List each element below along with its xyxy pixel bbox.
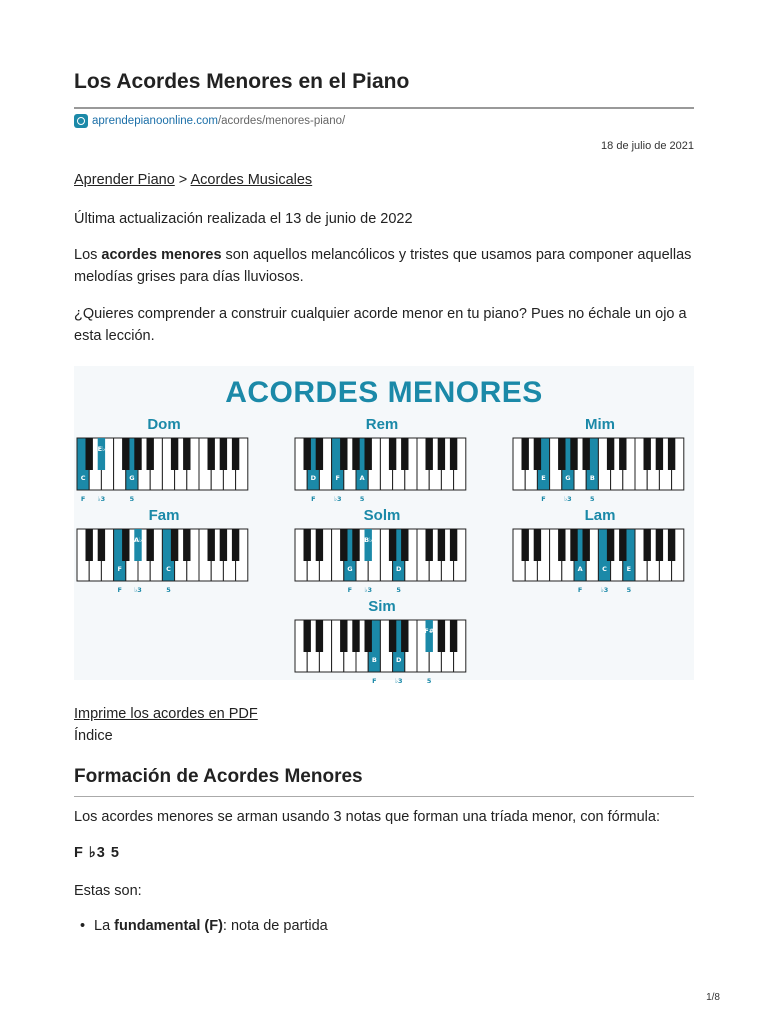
black-key xyxy=(438,620,445,652)
index-label[interactable]: Índice xyxy=(74,728,113,744)
black-key xyxy=(438,529,445,561)
black-key xyxy=(183,438,190,470)
key-note-label: A♭ xyxy=(133,536,143,544)
black-key xyxy=(98,529,105,561)
black-key xyxy=(522,529,529,561)
degree-label: ♭3 xyxy=(364,586,372,594)
degree-label: F xyxy=(347,586,353,594)
black-key xyxy=(171,438,178,470)
black-key xyxy=(147,438,154,470)
black-key xyxy=(619,438,626,470)
key-note-label: C xyxy=(602,565,607,573)
black-key xyxy=(340,438,347,470)
piano-keyboard xyxy=(510,527,690,602)
key-note-label: A xyxy=(577,565,583,573)
black-key xyxy=(352,438,359,470)
black-key xyxy=(232,529,239,561)
key-note-label: F xyxy=(335,474,340,482)
black-key xyxy=(522,438,529,470)
degree-label: 5 xyxy=(166,586,171,594)
piano-keyboard xyxy=(292,527,472,602)
key-note-label: D xyxy=(395,656,402,664)
figure-title: ACORDES MENORES xyxy=(225,376,543,409)
black-key xyxy=(534,438,541,470)
black-key xyxy=(86,529,93,561)
degree-label: ♭3 xyxy=(97,495,106,503)
breadcrumb-acordes-musicales-link[interactable]: Acordes Musicales xyxy=(190,172,313,188)
piano-keyboard xyxy=(292,618,472,693)
key-note-label: B xyxy=(371,656,377,664)
key-note-label: F xyxy=(117,565,122,573)
black-key xyxy=(122,438,129,470)
degree-label: ♭3 xyxy=(134,586,142,594)
black-key xyxy=(316,529,323,561)
black-key xyxy=(316,620,323,652)
black-key xyxy=(365,438,372,470)
chord-name: Sim xyxy=(368,598,396,615)
question-paragraph: ¿Quieres comprender a construir cualquier acorde menor en tu piano? Pues no échale un ojo a esta lección. xyxy=(74,306,687,344)
black-key xyxy=(644,438,651,470)
key-note-label: D xyxy=(395,565,402,573)
degree-label: F xyxy=(541,495,546,503)
black-key xyxy=(365,620,372,652)
black-key xyxy=(389,438,396,470)
key-note-label: E xyxy=(626,565,632,573)
degree-label: ♭3 xyxy=(600,586,609,594)
key-note-label: E♭ xyxy=(97,445,106,453)
black-key xyxy=(607,438,614,470)
black-key xyxy=(450,529,457,561)
intro-bold-term: acordes menores xyxy=(101,247,222,263)
key-note-label: B xyxy=(589,474,595,482)
black-key xyxy=(316,438,323,470)
black-key xyxy=(389,620,396,652)
black-key xyxy=(340,620,347,652)
black-key xyxy=(570,529,577,561)
piano-keyboard xyxy=(510,436,690,511)
these-are-text: Estas son: xyxy=(74,883,142,899)
chord-name: Dom xyxy=(147,416,181,433)
piano-keyboard xyxy=(74,527,254,602)
highlighted-black-key xyxy=(98,438,105,470)
degree-label: 5 xyxy=(129,495,135,503)
source-line xyxy=(74,114,345,128)
key-note-label: A xyxy=(359,474,365,482)
black-key xyxy=(208,438,215,470)
chord-name: Mim xyxy=(585,416,615,433)
site-favicon-icon xyxy=(74,114,88,128)
degree-label: F xyxy=(80,495,86,503)
black-key xyxy=(401,529,408,561)
black-key xyxy=(147,529,154,561)
key-note-label: G xyxy=(347,565,353,573)
black-key xyxy=(426,529,433,561)
chord-name: Lam xyxy=(584,507,616,524)
chord-name: Rem xyxy=(365,416,399,433)
black-key xyxy=(450,438,457,470)
black-key xyxy=(534,529,541,561)
black-key xyxy=(352,529,359,561)
last-updated-text: Última actualización realizada el 13 de junio de 2022 xyxy=(74,211,413,227)
black-key xyxy=(570,438,577,470)
section-intro-text: Los acordes menores se arman usando 3 notas que forman una tríada menor, con fórmula: xyxy=(74,809,660,825)
links-block xyxy=(74,703,258,747)
breadcrumb-separator: > xyxy=(178,172,188,188)
highlighted-black-key xyxy=(365,529,372,561)
chord-name: Solm xyxy=(363,507,401,524)
degree-label: 5 xyxy=(626,586,632,594)
black-key xyxy=(340,529,347,561)
black-key xyxy=(438,438,445,470)
degree-label: ♭3 xyxy=(394,677,403,685)
black-key xyxy=(583,529,590,561)
degree-label: ♭3 xyxy=(333,495,342,503)
black-key xyxy=(607,529,614,561)
degree-label: 5 xyxy=(590,495,595,503)
degree-label: 5 xyxy=(359,495,365,503)
black-key xyxy=(426,438,433,470)
black-key xyxy=(389,529,396,561)
key-note-label: C xyxy=(166,565,171,573)
black-key xyxy=(171,529,178,561)
black-key xyxy=(232,438,239,470)
title-divider xyxy=(74,107,694,109)
black-key xyxy=(619,529,626,561)
piano-keyboard xyxy=(74,436,254,511)
black-key xyxy=(401,620,408,652)
key-note-label: G xyxy=(129,474,135,482)
black-key xyxy=(304,529,311,561)
black-key xyxy=(583,438,590,470)
page-title: Los Acordes Menores en el Piano xyxy=(74,70,410,93)
black-key xyxy=(304,620,311,652)
black-key xyxy=(220,529,227,561)
black-key xyxy=(183,529,190,561)
black-key xyxy=(656,438,663,470)
degree-label: F xyxy=(372,677,377,685)
black-key xyxy=(86,438,93,470)
black-key xyxy=(668,438,675,470)
black-key xyxy=(668,529,675,561)
black-key xyxy=(558,529,565,561)
black-key xyxy=(644,529,651,561)
black-key xyxy=(220,438,227,470)
black-key xyxy=(450,620,457,652)
intro-paragraph: Los acordes menores son aquellos melancólicos y tristes que usamos para componer aquellas melodías grises para días lluviosos. xyxy=(74,247,692,285)
degree-label: F xyxy=(311,495,316,503)
piano-keyboard xyxy=(292,436,472,511)
black-key xyxy=(208,529,215,561)
black-key xyxy=(122,529,129,561)
degree-label: 5 xyxy=(426,677,432,685)
black-key xyxy=(401,438,408,470)
chord-name: Fam xyxy=(148,507,180,524)
highlighted-black-key xyxy=(426,620,433,652)
degree-label: F xyxy=(577,586,583,594)
degree-label: F xyxy=(117,586,122,594)
degree-label: 5 xyxy=(396,586,401,594)
highlighted-black-key xyxy=(134,529,141,561)
minor-chords-figure xyxy=(74,366,694,685)
black-key xyxy=(352,620,359,652)
source-domain-link[interactable]: aprendepianoonline.com xyxy=(92,115,218,127)
key-note-label: E xyxy=(541,474,546,482)
key-note-label: B♭ xyxy=(364,536,373,544)
key-note-label: C xyxy=(80,474,86,482)
key-note-label: F# xyxy=(424,627,435,635)
source-path: /acordes/menores-piano/ xyxy=(217,115,346,127)
black-key xyxy=(656,529,663,561)
breadcrumb xyxy=(74,172,312,188)
list-item-fundamental: • La fundamental (F): nota de partida xyxy=(94,918,328,934)
publish-date: 18 de julio de 2021 xyxy=(601,140,694,152)
black-key xyxy=(558,438,565,470)
black-key xyxy=(304,438,311,470)
page-number: 1/8 xyxy=(706,992,720,1003)
section-title: Formación de Acordes Menores xyxy=(74,766,363,787)
key-note-label: D xyxy=(310,474,317,482)
print-pdf-link[interactable]: Imprime los acordes en PDF xyxy=(74,706,258,722)
key-note-label: G xyxy=(565,474,571,482)
chord-formula: F ♭3 5 xyxy=(74,845,120,861)
section-divider xyxy=(74,796,694,797)
black-key xyxy=(134,438,141,470)
degree-label: ♭3 xyxy=(564,495,572,503)
breadcrumb-aprender-piano-link[interactable]: Aprender Piano xyxy=(74,172,175,188)
